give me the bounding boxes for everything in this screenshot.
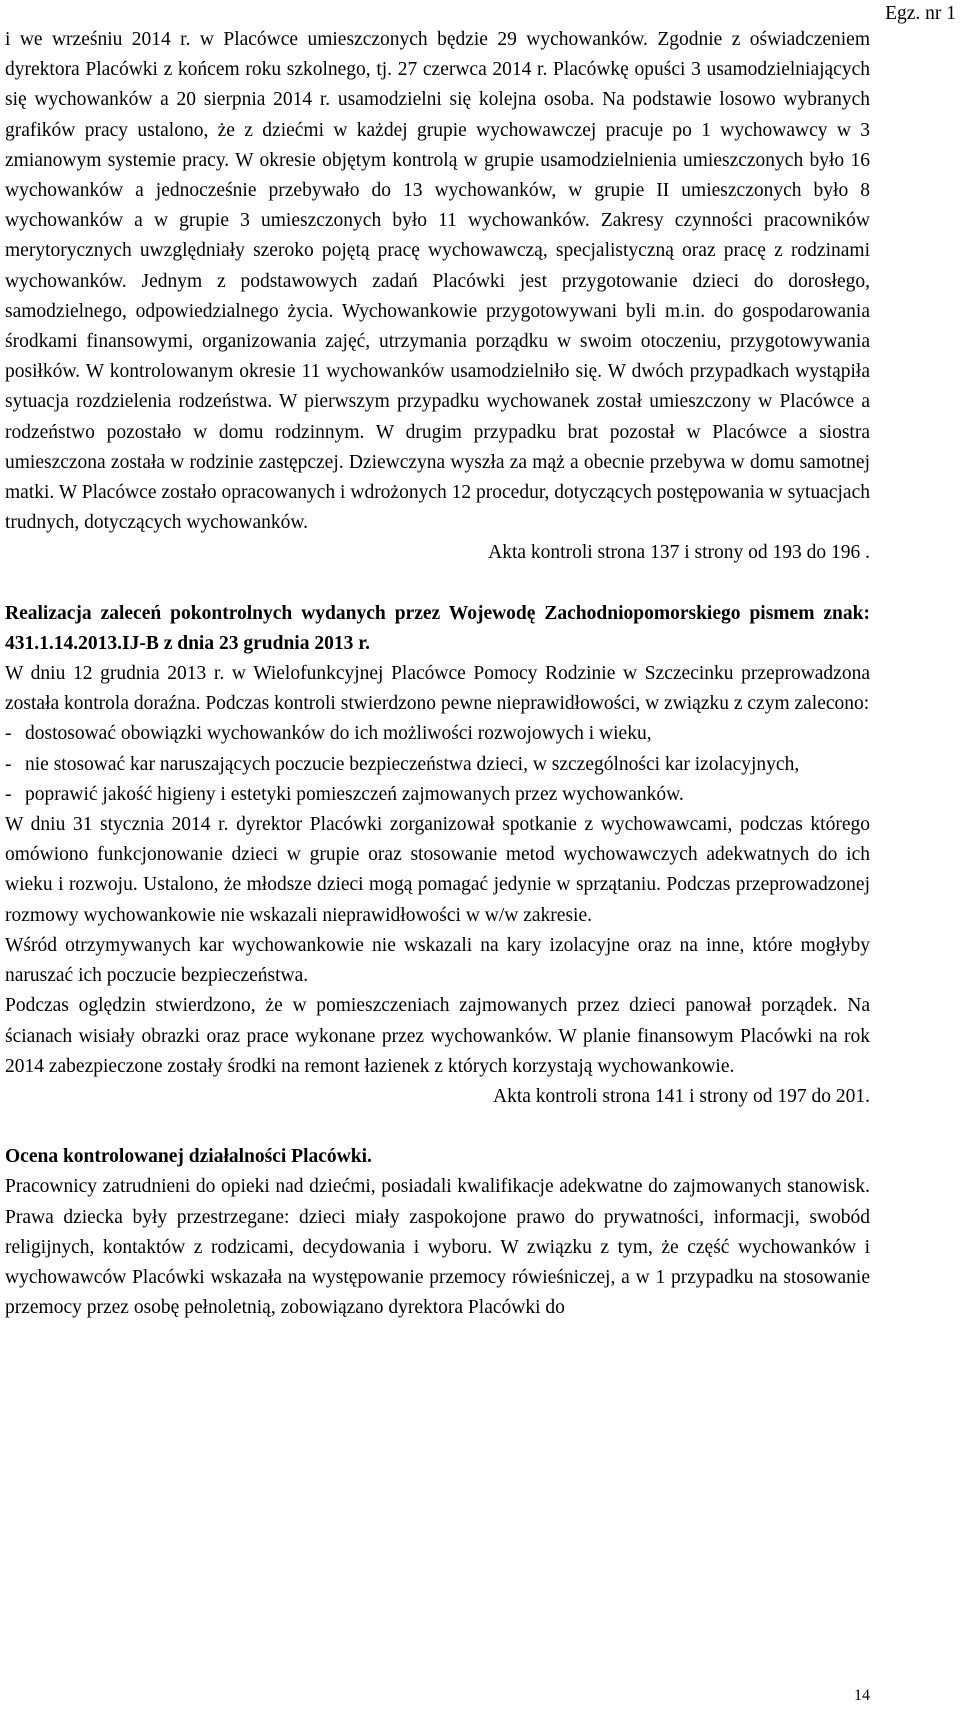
section1-paragraph: i we wrześniu 2014 r. w Placówce umieszczonych będzie 29 wychowanków. Zgodnie z oświadczeniem dyrektora Placówki z końcem roku szkolnego, tj. 27 czerwca 2014 r. Placówkę opuści 3 usamodzielniających się wychowanków a 20 sierpnia 2014 r. usamodzielni się kolejna osoba. Na podstawie losowo wybranych grafików pracy ustalono, że z dziećmi w każdej grupie wychowawczej pracuje po 1 wychowawcy w 3 zmianowym systemie pracy. W okresie objętym kontrolą w grupie usamodzielnienia umieszczonych było 16 wychowanków a jednocześnie przebywało do 13 wychowanków, w grupie II umieszczonych było 8 wychowanków a w grupie 3 umieszczonych było 11 wychowanków. Zakresy czynności pracowników merytorycznych uwzględniały szeroko pojętą pracę wychowawczą, specjalistyczną oraz pracę z rodzinami wychowanków. Jednym z podstawowych zadań Placówki jest przygotowanie dzieci do dorosłego, samodzielnego, odpowiedzialnego życia. Wychowankowie przygotowywani byli m.in. do gospodarowania środkami finansowymi, organizowania zajęć, utrzymania porządku w swoim otoczeniu, przygotowywania posiłków. W kontrolowanym okresie 11 wychowanków usamodzielniło się. W dwóch przypadkach wystąpiła sytuacja rozdzielenia rodzeństwa. W pierwszym przypadku wychowanek został umieszczony w Placówce a rodzeństwo pozostało w domu rodzinnym. W drugim przypadku brat pozostał w Placówce a siostra umieszczona została w rodzinie zastępczej. Dziewczyna wyszła za mąż a obecnie przebywa w domu samotnej matki. W Placówce zostało opracowanych i wdrożonych 12 procedur, dotyczących postępowania w sytuacjach trudnych, dotyczących wychowanków. — [5, 29, 870, 534]
list-item: - poprawić jakość higieny i estetyki pomieszczeń zajmowanych przez wychowanków. — [5, 780, 870, 810]
recommendations-list — [5, 719, 870, 810]
document-body — [5, 25, 870, 1323]
spacer — [5, 569, 870, 599]
section2-paragraph-2: Wśród otrzymywanych kar wychowankowie nie wskazali na kary izolacyjne oraz na inne, które mogłyby naruszać ich poczucie bezpieczeństwa. — [5, 934, 870, 987]
spacer — [5, 1112, 870, 1142]
section2-paragraph-3: Podczas oględzin stwierdzono, że w pomieszczeniach zajmowanych przez dzieci panował porządek. Na ścianach wisiały obrazki oraz prace wykonane przez wychowanków. W planie finansowym Placówki na rok 2014 zabezpieczone zostały środki na remont łazienek z których korzystają wychowankowie. — [5, 995, 870, 1077]
list-item: - nie stosować kar naruszających poczucie bezpieczeństwa dzieci, w szczególności kar izolacyjnych, — [5, 750, 870, 780]
section2-heading: Realizacja zaleceń pokontrolnych wydanych przez Wojewodę Zachodniopomorskiego pismem znak: 431.1.14.2013.IJ-B z dnia 23 grudnia 2013 r. — [5, 602, 870, 654]
copy-number: Egz. nr 1 — [885, 3, 956, 24]
section3-paragraph: Pracownicy zatrudnieni do opieki nad dziećmi, posiadali kwalifikacje adekwatne do zajmowanych stanowisk. Prawa dziecka były przestrzegane: dzieci miały zaspokojone prawo do prywatności, informacji, swobód religijnych, kontaktów z rodzicami, decydowania i wyboru. W związku z tym, że część wychowanków i wychowawców Placówki wskazała na występowanie przemocy rówieśniczej, a w 1 przypadku na stosowanie przemocy przez osobę pełnoletnią, zobowiązano dyrektora Placówki do — [5, 1176, 870, 1319]
list-item: - dostosować obowiązki wychowanków do ich możliwości rozwojowych i wieku, — [5, 719, 870, 749]
section2-reference: Akta kontroli strona 141 i strony od 197 do 201. — [493, 1085, 870, 1107]
page-number: 14 — [854, 1687, 870, 1704]
section2-intro: W dniu 12 grudnia 2013 r. w Wielofunkcyjnej Placówce Pomocy Rodzinie w Szczecinku przeprowadzona została kontrola doraźna. Podczas kontroli stwierdzono pewne nieprawidłowości, w związku z czym zalecono: — [5, 663, 870, 715]
section3-heading: Ocena kontrolowanej działalności Placówki. — [5, 1146, 372, 1168]
section2-paragraph-1: W dniu 31 stycznia 2014 r. dyrektor Placówki zorganizował spotkanie z wychowawcami, podczas którego omówiono funkcjonowanie dzieci w grupie oraz stosowanie metod wychowawczych adekwatnych do ich wieku i rozwoju. Ustalono, że młodsze dzieci mogą pomagać jedynie w sprzątaniu. Podczas przeprowadzonej rozmowy wychowankowie nie wskazali nieprawidłowości w w/w zakresie. — [5, 814, 870, 926]
section1-reference: Akta kontroli strona 137 i strony od 193 do 196 . — [488, 542, 870, 564]
